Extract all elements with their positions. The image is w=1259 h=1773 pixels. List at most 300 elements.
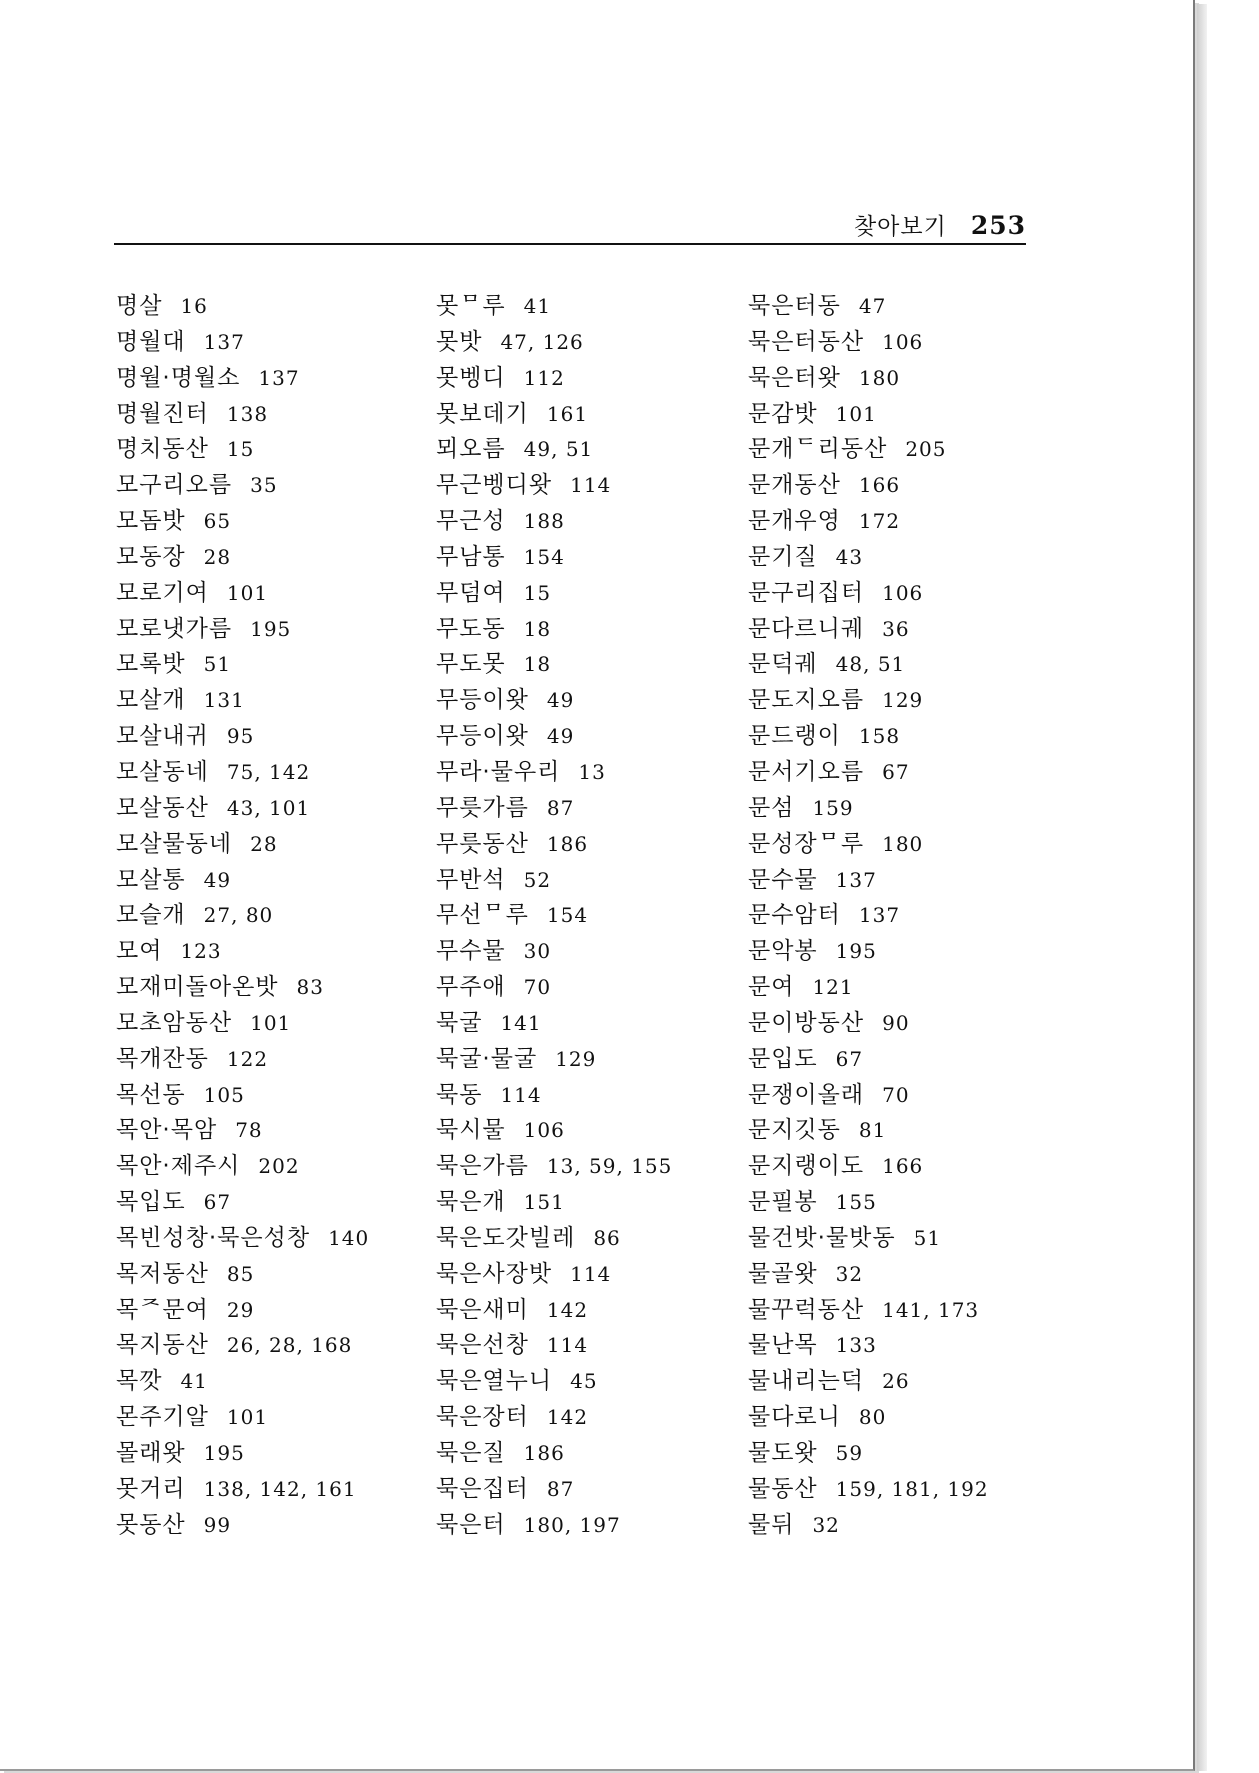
index-term: 목저동산	[116, 1260, 209, 1287]
index-term: 목선동	[116, 1081, 186, 1108]
index-page-refs: 16	[180, 294, 208, 318]
index-entry	[748, 683, 1048, 719]
index-column-2	[436, 289, 736, 1544]
index-term: 묵시물	[436, 1117, 506, 1144]
index-entry	[116, 468, 416, 504]
index-page-refs: 48, 51	[835, 652, 906, 677]
index-entry	[116, 1113, 416, 1149]
index-entry	[748, 898, 1048, 934]
index-page-refs: 18	[523, 616, 552, 641]
index-term: 모로냇가름	[116, 615, 233, 642]
index-page-refs: 101	[835, 401, 877, 426]
index-entry	[748, 970, 1048, 1006]
index-entry	[748, 1078, 1048, 1114]
index-entry	[116, 1185, 416, 1221]
index-page-refs: 90	[882, 1010, 910, 1035]
index-entry	[436, 432, 736, 468]
index-entry	[436, 827, 736, 863]
index-term: 문서기오름	[748, 758, 865, 785]
index-entry	[116, 683, 416, 719]
index-page-refs: 195	[835, 939, 877, 964]
index-term: 못ᄆ루	[436, 293, 506, 319]
index-entry	[748, 468, 1048, 504]
index-page-refs: 85	[226, 1261, 255, 1286]
index-page-refs: 45	[570, 1369, 598, 1394]
index-term: 모돔밧	[116, 508, 186, 535]
index-term: 못밧	[436, 328, 483, 355]
index-page-refs: 87	[546, 1476, 575, 1501]
index-term: 묵은터동	[748, 293, 841, 319]
index-page-refs: 195	[250, 616, 292, 641]
index-term: 무도못	[436, 651, 506, 678]
index-page-refs: 138	[226, 401, 269, 426]
index-entry	[436, 504, 736, 540]
index-entry	[116, 1078, 416, 1114]
index-entry	[436, 970, 736, 1006]
index-entry	[748, 719, 1048, 755]
index-term: 문개ᄃ리동산	[748, 436, 888, 463]
index-entry	[436, 934, 736, 970]
index-term: 못벵디	[436, 364, 506, 391]
index-page-refs: 35	[250, 473, 278, 498]
index-page-refs: 32	[835, 1261, 864, 1286]
index-page-refs: 49, 51	[523, 437, 594, 462]
index-entry	[436, 289, 736, 325]
index-term: 명월진터	[116, 400, 209, 427]
index-term: 목개잔동	[116, 1045, 209, 1072]
index-entry	[436, 1472, 736, 1508]
index-term: 묵은도갓빌레	[436, 1224, 576, 1251]
index-term: 묵은터동산	[748, 328, 865, 355]
index-entry	[436, 1257, 736, 1293]
index-page-refs: 59	[835, 1441, 864, 1465]
index-entry	[748, 1185, 1048, 1221]
index-page-refs: 121	[812, 975, 854, 1000]
index-page-refs: 137	[835, 867, 877, 892]
index-entry	[748, 1149, 1048, 1185]
index-page-refs: 15	[523, 580, 552, 605]
index-page-refs: 159	[812, 795, 854, 820]
index-page-refs: 51	[913, 1225, 942, 1250]
index-entry	[436, 361, 736, 397]
index-page-refs: 70	[523, 975, 552, 1000]
index-page-refs: 99	[203, 1512, 232, 1537]
index-page-refs: 67	[203, 1190, 232, 1215]
index-entry	[748, 1257, 1048, 1293]
index-entry	[436, 863, 736, 899]
index-entry	[748, 504, 1048, 540]
index-term: 모록밧	[116, 651, 186, 678]
index-page-refs: 114	[570, 1261, 612, 1286]
index-page-refs: 188	[523, 509, 565, 534]
index-term: 모동장	[116, 543, 186, 570]
index-term: 문개동산	[748, 472, 841, 499]
index-page-refs: 105	[203, 1082, 245, 1107]
index-entry	[436, 647, 736, 683]
index-term: 무등이왓	[436, 723, 529, 750]
index-page-refs: 87	[546, 795, 575, 820]
index-term: 물난목	[748, 1332, 818, 1359]
index-term: 명월·명월소	[116, 364, 241, 391]
index-entry	[436, 1113, 736, 1149]
index-term: 물뒤	[748, 1511, 795, 1538]
index-term: 문드랭이	[748, 723, 841, 750]
index-entry	[436, 683, 736, 719]
index-entry	[116, 1149, 416, 1185]
index-term: 모살동산	[116, 794, 209, 821]
index-page-refs: 141	[500, 1010, 542, 1035]
page-edge-shadow	[1197, 4, 1207, 1771]
index-entry	[436, 1508, 736, 1544]
index-page-refs: 195	[203, 1441, 245, 1465]
index-term: 명살	[116, 293, 163, 319]
index-term: 물동산	[748, 1475, 818, 1502]
index-term: 무남통	[436, 543, 506, 570]
index-term: 물도왓	[748, 1440, 818, 1466]
index-entry	[748, 361, 1048, 397]
index-page-refs: 114	[500, 1082, 542, 1107]
index-term: 묵은집터	[436, 1475, 529, 1502]
index-page-refs: 180	[858, 365, 901, 390]
index-entry	[748, 1364, 1048, 1400]
index-term: 문덕궤	[748, 651, 818, 678]
index-page-refs: 51	[203, 652, 232, 677]
index-term: 몰래왓	[116, 1440, 186, 1466]
index-page-refs: 106	[882, 329, 924, 354]
index-page-refs: 180, 197	[523, 1512, 621, 1537]
index-term: 문필봉	[748, 1189, 818, 1216]
index-page-refs: 30	[523, 939, 552, 964]
index-term: 무릇가름	[436, 794, 529, 821]
index-page-refs: 205	[905, 437, 947, 462]
index-page-refs: 27, 80	[203, 903, 274, 928]
index-page-refs: 101	[250, 1010, 292, 1035]
index-page-refs: 47	[858, 294, 887, 318]
index-entry	[748, 827, 1048, 863]
index-term: 문쟁이올래	[748, 1081, 865, 1108]
index-term: 묵은질	[436, 1440, 506, 1466]
index-entry	[116, 1400, 416, 1436]
index-term: 묵동	[436, 1081, 483, 1108]
index-term: 문지랭이도	[748, 1153, 865, 1180]
index-entry	[748, 576, 1048, 612]
index-term: 문섬	[748, 794, 795, 821]
index-page-refs: 137	[858, 903, 901, 928]
index-entry	[116, 647, 416, 683]
index-term: 모로기여	[116, 579, 209, 606]
index-page-refs: 49	[546, 724, 575, 749]
index-entry	[436, 1006, 736, 1042]
index-term: 모슬개	[116, 902, 186, 929]
index-page-refs: 15	[226, 437, 255, 462]
index-entry	[116, 504, 416, 540]
index-page-refs: 172	[858, 509, 901, 534]
index-page-refs: 141, 173	[882, 1297, 980, 1322]
index-page-refs: 81	[858, 1118, 887, 1143]
index-entry	[116, 898, 416, 934]
index-page-refs: 28	[203, 544, 232, 569]
index-term: 물다로니	[748, 1404, 841, 1431]
index-page-refs: 101	[226, 580, 269, 605]
index-entry	[748, 863, 1048, 899]
index-entry	[748, 325, 1048, 361]
index-entry	[436, 1436, 736, 1472]
index-entry	[748, 540, 1048, 576]
index-term: 문성장ᄆ루	[748, 830, 865, 857]
index-page-refs: 142	[546, 1405, 589, 1430]
index-entry	[436, 1221, 736, 1257]
index-entry	[748, 791, 1048, 827]
index-term: 명월대	[116, 328, 186, 355]
index-entry	[748, 1508, 1048, 1544]
index-page-refs: 52	[523, 867, 552, 892]
index-term: 묵굴·물굴	[436, 1045, 538, 1072]
index-entry	[116, 289, 416, 325]
index-term: 문구리집터	[748, 579, 865, 606]
index-page-refs: 166	[858, 473, 901, 498]
index-term: 무라·물우리	[436, 758, 561, 785]
index-term: 문도지오름	[748, 687, 865, 714]
index-entry	[436, 1042, 736, 1078]
index-entry	[748, 432, 1048, 468]
index-entry	[436, 755, 736, 791]
index-entry	[116, 540, 416, 576]
index-term: 묵은선창	[436, 1332, 529, 1359]
index-term: 모살통	[116, 866, 186, 893]
index-term: 물건밧·물밧동	[748, 1224, 896, 1251]
index-page-refs: 75, 142	[226, 759, 311, 784]
index-term: 목안·목암	[116, 1117, 218, 1144]
index-entry	[116, 1436, 416, 1472]
index-entry	[436, 468, 736, 504]
index-term: 모살동네	[116, 758, 209, 785]
index-page-refs: 43	[835, 544, 864, 569]
index-entry	[436, 898, 736, 934]
index-entry	[116, 1257, 416, 1293]
index-page-refs: 80	[858, 1405, 887, 1430]
index-page-refs: 13, 59, 155	[546, 1154, 673, 1179]
index-term: 목안·제주시	[116, 1153, 241, 1180]
index-entry	[116, 612, 416, 648]
index-term: 물골왓	[748, 1260, 818, 1287]
index-term: 문이방동산	[748, 1009, 865, 1036]
index-entry	[116, 325, 416, 361]
header-rule	[114, 243, 1026, 245]
index-term: 못동산	[116, 1511, 186, 1538]
index-page-refs: 18	[523, 652, 552, 677]
index-entry	[436, 1293, 736, 1329]
index-entry	[436, 612, 736, 648]
index-term: 문악봉	[748, 938, 818, 965]
index-page-refs: 49	[546, 688, 575, 713]
index-term: 무덤여	[436, 579, 506, 606]
index-term: 문입도	[748, 1045, 818, 1072]
index-term: 무도동	[436, 615, 506, 642]
index-entry	[116, 934, 416, 970]
index-entry	[116, 397, 416, 433]
index-page-refs: 41	[180, 1369, 208, 1394]
index-term: 문수암터	[748, 902, 841, 929]
index-term: 물내리는덕	[748, 1368, 865, 1395]
index-entry	[436, 540, 736, 576]
index-entry	[116, 863, 416, 899]
index-page-refs: 29	[226, 1297, 255, 1322]
index-page-refs: 131	[203, 688, 245, 713]
index-entry	[116, 1328, 416, 1364]
index-page-refs: 142	[546, 1297, 589, 1322]
index-entry	[116, 1006, 416, 1042]
index-term: 모살개	[116, 687, 186, 714]
index-entry	[436, 325, 736, 361]
index-page-refs: 137	[258, 365, 300, 390]
index-entry	[748, 289, 1048, 325]
index-page-refs: 47, 126	[500, 329, 584, 354]
index-term: 무근벵디왓	[436, 472, 553, 499]
index-page-refs: 154	[546, 903, 589, 928]
index-page-refs: 28	[250, 831, 278, 856]
index-page-refs: 138, 142, 161	[203, 1476, 357, 1501]
index-page-refs: 158	[858, 724, 901, 749]
index-entry	[116, 1221, 416, 1257]
index-page-refs: 114	[546, 1333, 589, 1358]
running-head	[830, 208, 1026, 242]
index-page-refs: 101	[226, 1405, 269, 1430]
index-term: 모구리오름	[116, 472, 233, 499]
index-entry	[436, 1328, 736, 1364]
index-term: 묵은장터	[436, 1404, 529, 1431]
index-entry	[436, 1078, 736, 1114]
index-entry	[748, 1293, 1048, 1329]
index-page-refs: 140	[328, 1225, 370, 1250]
index-page-refs: 186	[546, 831, 589, 856]
index-entry	[748, 1472, 1048, 1508]
index-entry	[116, 970, 416, 1006]
index-title: 찾아보기	[853, 214, 947, 240]
index-page-refs: 65	[203, 509, 232, 534]
index-term: 무등이왓	[436, 687, 529, 714]
index-term: 몬주기알	[116, 1404, 209, 1431]
index-page-refs: 36	[882, 616, 910, 641]
index-term: 묵은개	[436, 1189, 506, 1216]
index-term: 문다르니궤	[748, 615, 865, 642]
index-column-1	[116, 289, 416, 1544]
index-term: 무수물	[436, 938, 506, 965]
index-entry	[748, 1328, 1048, 1364]
index-term: 문지깃동	[748, 1117, 841, 1144]
index-page-refs: 26	[882, 1369, 910, 1394]
index-page-refs: 186	[523, 1441, 565, 1465]
index-page-refs: 161	[546, 401, 589, 426]
index-term: 무선ᄆ루	[436, 902, 529, 929]
index-entry	[436, 397, 736, 433]
index-term: 모여	[116, 938, 163, 965]
index-term: 명치동산	[116, 436, 209, 463]
index-entry	[748, 934, 1048, 970]
index-page-refs: 106	[523, 1118, 565, 1143]
index-term: 모살내귀	[116, 723, 209, 750]
index-entry	[436, 1185, 736, 1221]
index-term: 문감밧	[748, 400, 818, 427]
index-term: 모살물동네	[116, 830, 233, 857]
index-entry	[116, 361, 416, 397]
index-term: 묵굴	[436, 1009, 483, 1036]
index-page-refs: 70	[882, 1082, 910, 1107]
index-entry	[748, 397, 1048, 433]
index-entry	[436, 719, 736, 755]
index-term: 묵은터왓	[748, 364, 841, 391]
index-page-refs: 78	[235, 1118, 263, 1143]
index-entry	[748, 1400, 1048, 1436]
index-page-refs: 114	[570, 473, 612, 498]
index-entry	[116, 755, 416, 791]
index-term: 못보데기	[436, 400, 529, 427]
index-page-refs: 151	[523, 1190, 565, 1215]
index-term: 문수물	[748, 866, 818, 893]
index-term: 목ᄌ문여	[116, 1296, 209, 1323]
index-page-refs: 13	[578, 759, 606, 784]
index-page-refs: 26, 28, 168	[226, 1333, 353, 1358]
index-term: 모초암동산	[116, 1009, 233, 1036]
index-term: 묵은사장밧	[436, 1260, 553, 1287]
index-term: 무근성	[436, 508, 506, 535]
index-term: 목지동산	[116, 1332, 209, 1359]
index-entry	[116, 827, 416, 863]
index-term: 문여	[748, 974, 795, 1001]
index-page-refs: 67	[835, 1046, 864, 1071]
index-term: 묵은새미	[436, 1296, 529, 1323]
index-page-refs: 83	[296, 975, 324, 1000]
index-entry	[436, 1364, 736, 1400]
index-page-refs: 122	[226, 1046, 269, 1071]
index-term: 목깟	[116, 1368, 163, 1395]
index-page-refs: 155	[835, 1190, 877, 1215]
index-page-refs: 86	[593, 1225, 621, 1250]
index-page-refs: 95	[226, 724, 255, 749]
index-term: 목빈성창·묵은성창	[116, 1224, 311, 1251]
index-entry	[748, 1042, 1048, 1078]
index-page-refs: 67	[882, 759, 910, 784]
index-page-refs: 112	[523, 365, 565, 390]
index-page-refs: 133	[835, 1333, 877, 1358]
index-entry	[116, 719, 416, 755]
index-page-refs: 49	[203, 867, 232, 892]
index-page-refs: 43, 101	[226, 795, 311, 820]
index-entry	[116, 1508, 416, 1544]
index-page-refs: 32	[812, 1512, 840, 1537]
index-entry	[436, 1400, 736, 1436]
index-term: 묵은터	[436, 1511, 506, 1538]
index-page-refs: 166	[882, 1154, 924, 1179]
index-column-3	[748, 289, 1048, 1544]
index-term: 뫼오름	[436, 436, 506, 463]
index-page-refs: 129	[882, 688, 924, 713]
index-entry	[116, 1293, 416, 1329]
index-page-refs: 202	[258, 1154, 300, 1179]
index-entry	[748, 612, 1048, 648]
index-entry	[748, 647, 1048, 683]
index-term: 문기질	[748, 543, 818, 570]
index-term: 무주애	[436, 974, 506, 1001]
index-page-refs: 159, 181, 192	[835, 1476, 989, 1501]
index-page-refs: 123	[180, 939, 222, 964]
index-entry	[116, 1472, 416, 1508]
index-page-refs: 129	[555, 1046, 597, 1071]
index-page-refs: 106	[882, 580, 924, 605]
index-entry	[436, 1149, 736, 1185]
index-page-refs: 41	[523, 294, 552, 318]
index-entry	[748, 1113, 1048, 1149]
index-entry	[116, 1364, 416, 1400]
